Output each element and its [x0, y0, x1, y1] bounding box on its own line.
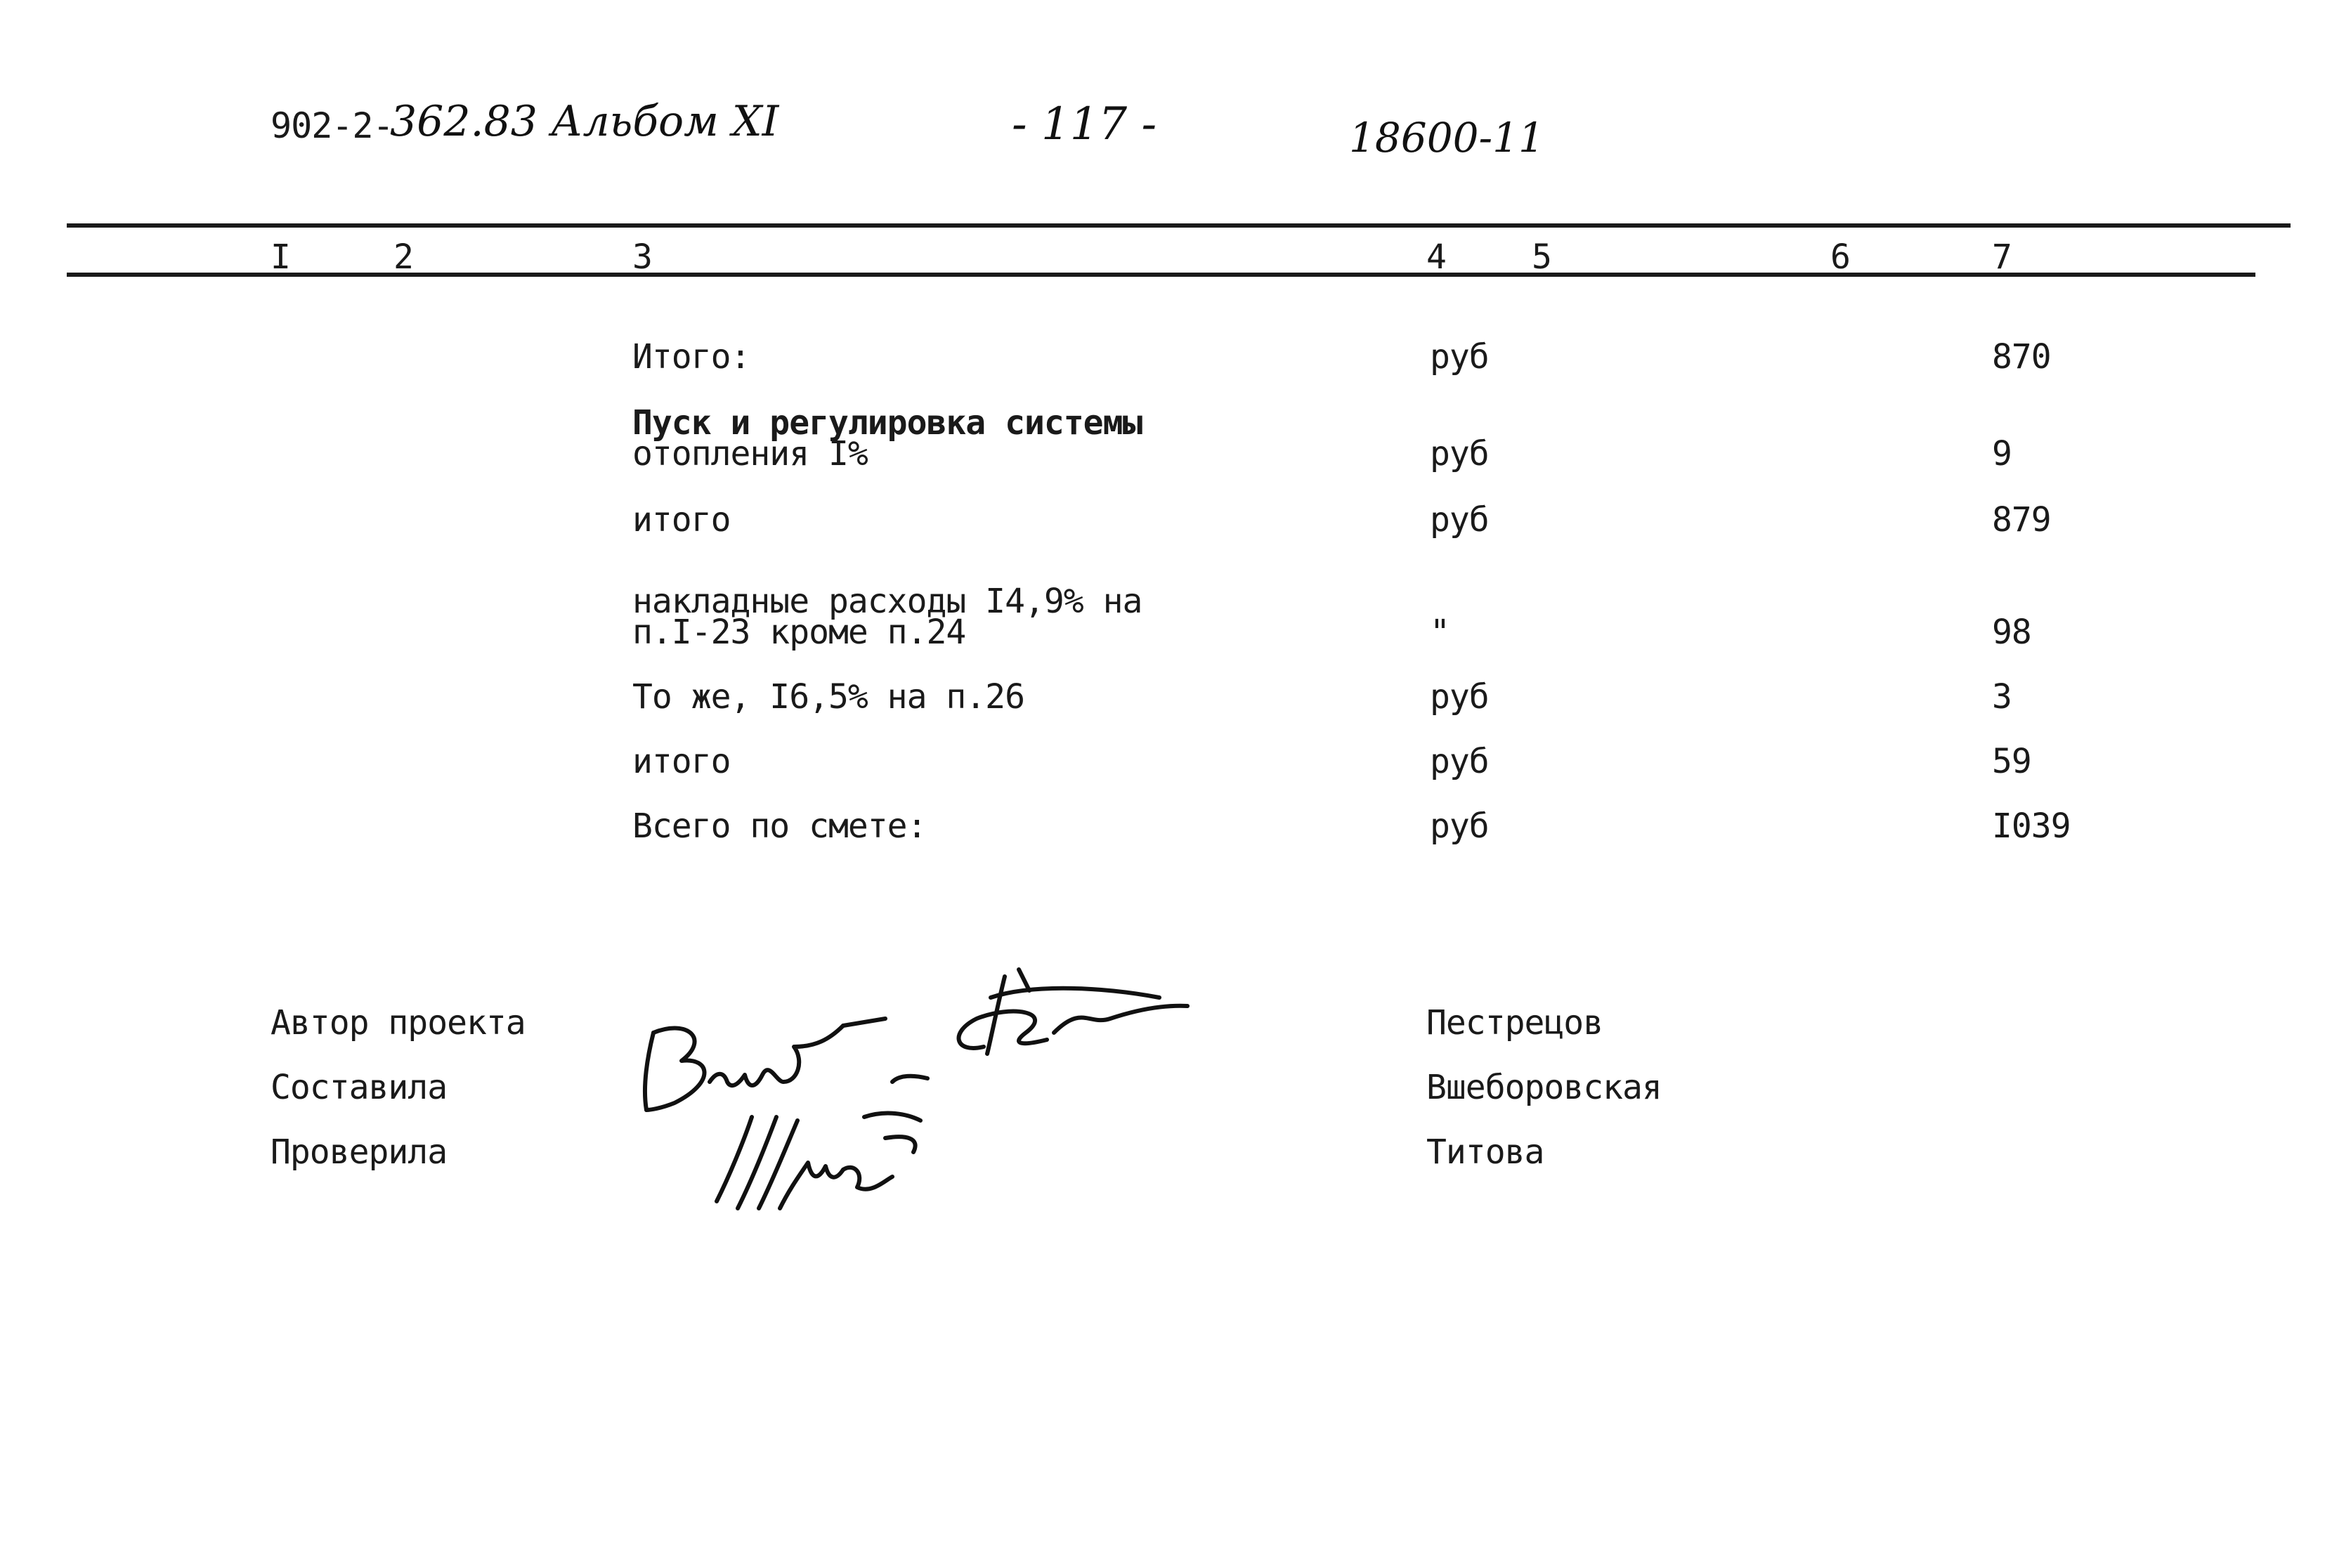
row-value: 879	[1992, 500, 2051, 540]
row-description: итого	[632, 500, 731, 540]
row-description-line2: п.I-23 кроме п.24	[632, 613, 966, 652]
table-top-rule	[67, 223, 2291, 228]
row-value: 98	[1992, 613, 2031, 652]
row-description: итого	[632, 742, 731, 781]
row-description: То же, I6,5% на п.26	[632, 677, 1024, 717]
row-unit: "	[1430, 613, 1450, 652]
column-header-2: 2	[393, 237, 413, 277]
signoff-name: Вшеборовская	[1426, 1068, 1662, 1107]
row-unit: руб	[1430, 337, 1489, 377]
row-unit: руб	[1430, 434, 1489, 473]
page-number: - 117 -	[1012, 98, 1157, 150]
row-value: 870	[1992, 337, 2051, 377]
column-header-1: I	[271, 237, 290, 277]
signoff-name: Титова	[1426, 1132, 1544, 1172]
row-unit: руб	[1430, 677, 1489, 717]
signature-author	[949, 962, 1230, 1082]
document-code	[271, 105, 393, 146]
column-header-5: 5	[1532, 237, 1551, 277]
row-value: 59	[1992, 742, 2031, 781]
row-description: накладные расходы I4,9% на	[632, 582, 1142, 621]
row-description-line2: отопления I%	[632, 434, 868, 473]
column-header-6: 6	[1830, 237, 1850, 277]
inventory-number: 18600-11	[1349, 114, 1544, 162]
document-code-handwritten: 362.83 Альбом XI	[390, 97, 779, 146]
signoff-name: Пестрецов	[1426, 1003, 1603, 1043]
signature-checker	[703, 1096, 970, 1236]
document-code-printed: 902-2-	[271, 105, 393, 146]
row-unit: руб	[1430, 806, 1489, 846]
signoff-role: Составила	[271, 1068, 448, 1107]
row-description: Пуск и регулировка системы	[632, 403, 1142, 443]
column-header-7: 7	[1992, 237, 2012, 277]
row-description: Всего по смете:	[632, 806, 927, 846]
row-value: I039	[1992, 806, 2071, 846]
signoff-role: Автор проекта	[271, 1003, 526, 1043]
column-header-3: 3	[632, 237, 652, 277]
row-unit: руб	[1430, 742, 1489, 781]
row-value: 9	[1992, 434, 2012, 473]
row-description: Итого:	[632, 337, 750, 377]
row-value: 3	[1992, 677, 2012, 717]
signoff-role: Проверила	[271, 1132, 448, 1172]
row-unit: руб	[1430, 500, 1489, 540]
column-header-4: 4	[1426, 237, 1446, 277]
